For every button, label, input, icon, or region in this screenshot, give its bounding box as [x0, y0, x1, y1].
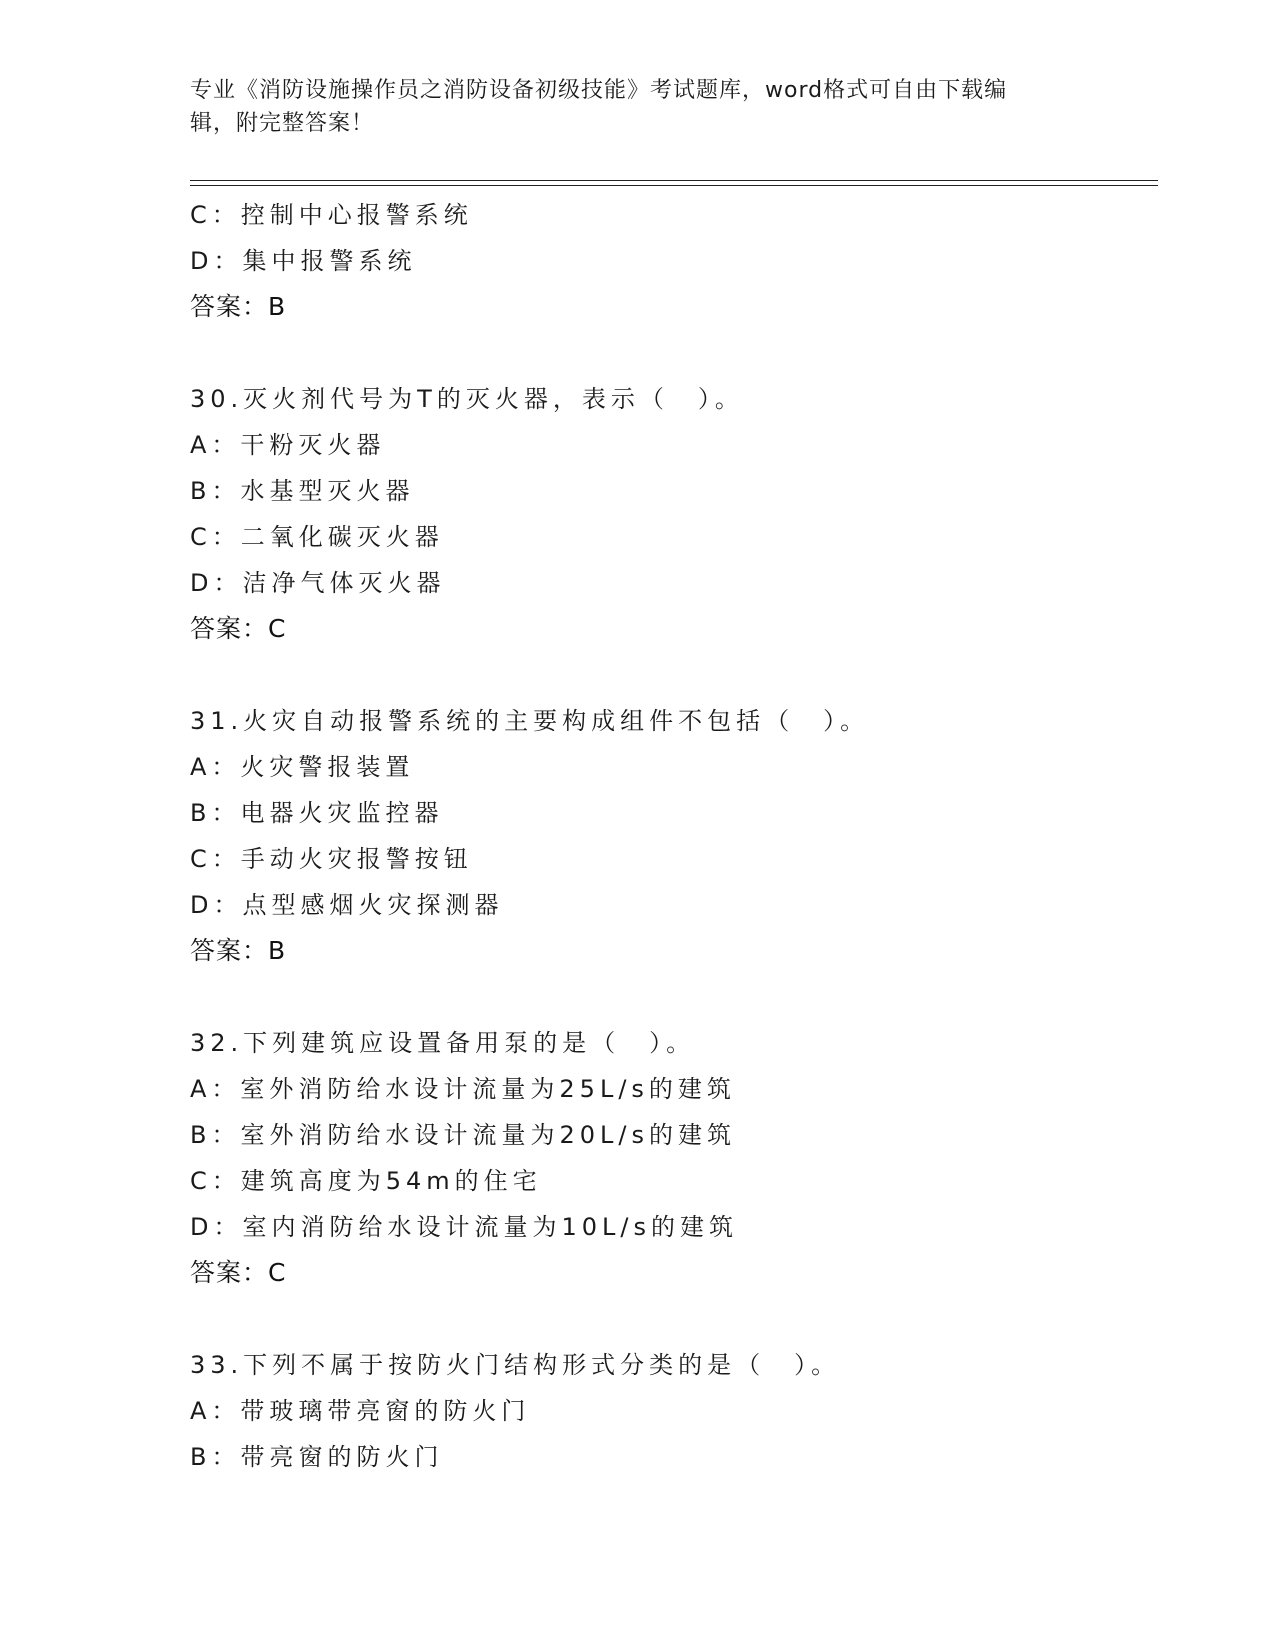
- question-block-33: [190, 1342, 1150, 1480]
- answer-text: 答案：C: [190, 1258, 287, 1287]
- option-a: A：干粉灭火器: [190, 431, 386, 459]
- option-d: D：室内消防给水设计流量为10L/s的建筑: [190, 1213, 738, 1241]
- option-a: A：室外消防给水设计流量为25L/s的建筑: [190, 1075, 736, 1103]
- header-divider-top: [190, 180, 1158, 181]
- question-block-30: [190, 376, 1150, 652]
- option-b: B：带亮窗的防火门: [190, 1443, 444, 1471]
- option-b: B：电器火灾监控器: [190, 799, 444, 827]
- answer-text: 答案：B: [190, 936, 287, 965]
- document-header: [190, 74, 1090, 140]
- spacer: [190, 1296, 1150, 1342]
- spacer: [190, 974, 1150, 1020]
- option-a: A：带玻璃带亮窗的防火门: [190, 1397, 531, 1425]
- option-a: A：火灾警报装置: [190, 753, 415, 781]
- question-stem: 32.下列建筑应设置备用泵的是（ ）。: [190, 1029, 696, 1057]
- option-c: C：建筑高度为54m的住宅: [190, 1167, 542, 1195]
- answer-text: 答案：B: [190, 292, 287, 321]
- header-line-2: 辑，附完整答案！: [190, 111, 375, 136]
- option-b: B：水基型灭火器: [190, 477, 415, 505]
- question-block-29: [190, 192, 1150, 330]
- answer-text: 答案：C: [190, 614, 287, 643]
- question-stem: 33.下列不属于按防火门结构形式分类的是（ ）。: [190, 1351, 841, 1379]
- question-stem: 31.火灾自动报警系统的主要构成组件不包括（ ）。: [190, 707, 870, 735]
- option-d: D：集中报警系统: [190, 247, 417, 275]
- spacer: [190, 652, 1150, 698]
- question-block-31: [190, 698, 1150, 974]
- header-line-1: 专业《消防设施操作员之消防设备初级技能》考试题库，word格式可自由下载编: [190, 78, 1008, 103]
- option-c: C：二氧化碳灭火器: [190, 523, 444, 551]
- option-d: D：点型感烟火灾探测器: [190, 891, 504, 919]
- option-d: D：洁净气体灭火器: [190, 569, 446, 597]
- question-list: [190, 192, 1150, 1480]
- question-block-32: [190, 1020, 1150, 1296]
- question-stem: 30.灭火剂代号为T的灭火器，表示（ ）。: [190, 385, 744, 413]
- option-c: C：控制中心报警系统: [190, 201, 473, 229]
- spacer: [190, 330, 1150, 376]
- header-divider-bottom: [190, 185, 1158, 186]
- option-c: C：手动火灾报警按钮: [190, 845, 473, 873]
- option-b: B：室外消防给水设计流量为20L/s的建筑: [190, 1121, 736, 1149]
